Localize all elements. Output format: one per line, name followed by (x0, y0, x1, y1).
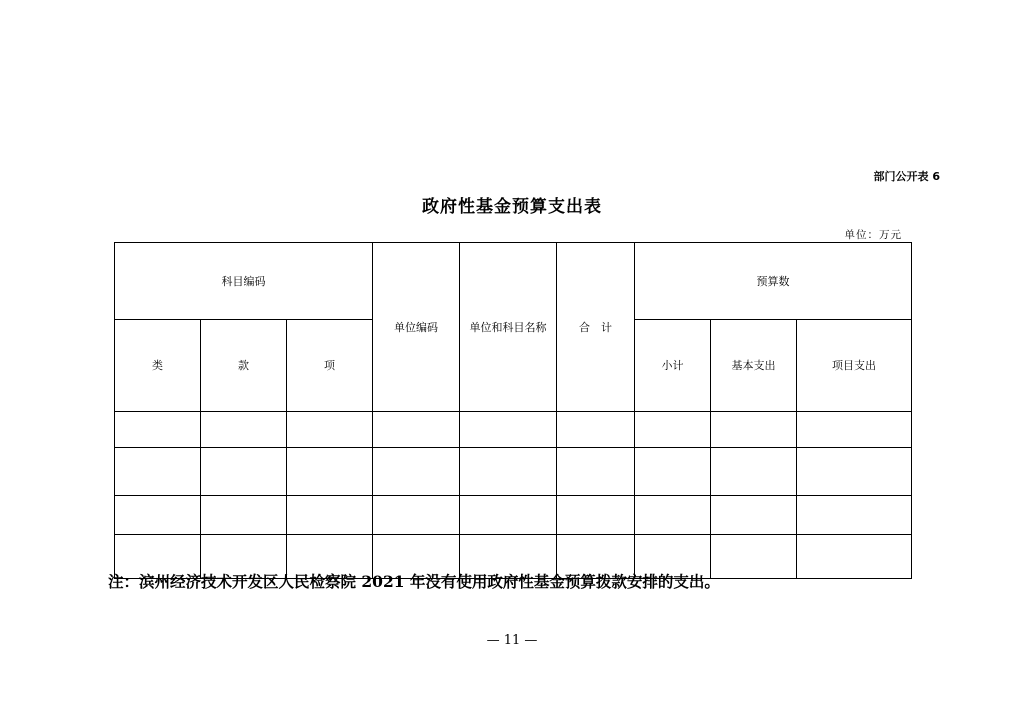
table-cell (635, 412, 711, 448)
table-cell (557, 412, 635, 448)
table-cell (201, 412, 287, 448)
header-section: 款 (201, 320, 287, 412)
table-cell (797, 412, 912, 448)
header-subject-code: 科目编码 (115, 243, 373, 320)
table-cell (373, 412, 460, 448)
table-cell (797, 496, 912, 535)
table-cell (115, 448, 201, 496)
table-cell (711, 535, 797, 579)
document-title: 政府性基金预算支出表 (422, 197, 602, 217)
table-number-label: 部门公开表 6 (873, 170, 940, 183)
table-cell (635, 448, 711, 496)
table-cell (711, 412, 797, 448)
budget-expenditure-table (114, 242, 912, 579)
table-cell (201, 496, 287, 535)
table-row (115, 448, 912, 496)
footnote: 注：滨州经济技术开发区人民检察院 2021 年没有使用政府性基金预算拨款安排的支出。 (108, 572, 720, 591)
table-cell (115, 412, 201, 448)
table-cell (201, 448, 287, 496)
table-cell (797, 535, 912, 579)
table-cell (711, 496, 797, 535)
table-cell (115, 496, 201, 535)
table-cell (711, 448, 797, 496)
table-cell (373, 448, 460, 496)
table-cell (460, 496, 557, 535)
table-cell (557, 448, 635, 496)
header-item: 项 (287, 320, 373, 412)
table-cell (287, 448, 373, 496)
table-cell (373, 496, 460, 535)
table-cell (635, 496, 711, 535)
table-cell (287, 412, 373, 448)
table-cell (460, 412, 557, 448)
header-subtotal: 小计 (635, 320, 711, 412)
header-unit-and-subject-name: 单位和科目名称 (460, 243, 557, 412)
table-cell (460, 448, 557, 496)
header-budget-amount: 预算数 (635, 243, 912, 320)
table-row (115, 496, 912, 535)
page-number: — 11 — (486, 633, 538, 648)
table-cell (287, 496, 373, 535)
table-cell (557, 496, 635, 535)
table-row (115, 412, 912, 448)
header-project-expenditure: 项目支出 (797, 320, 912, 412)
header-unit-code: 单位编码 (373, 243, 460, 412)
table-cell (797, 448, 912, 496)
unit-label: 单位：万元 (844, 229, 902, 241)
header-class: 类 (115, 320, 201, 412)
header-total: 合 计 (557, 243, 635, 412)
header-basic-expenditure: 基本支出 (711, 320, 797, 412)
